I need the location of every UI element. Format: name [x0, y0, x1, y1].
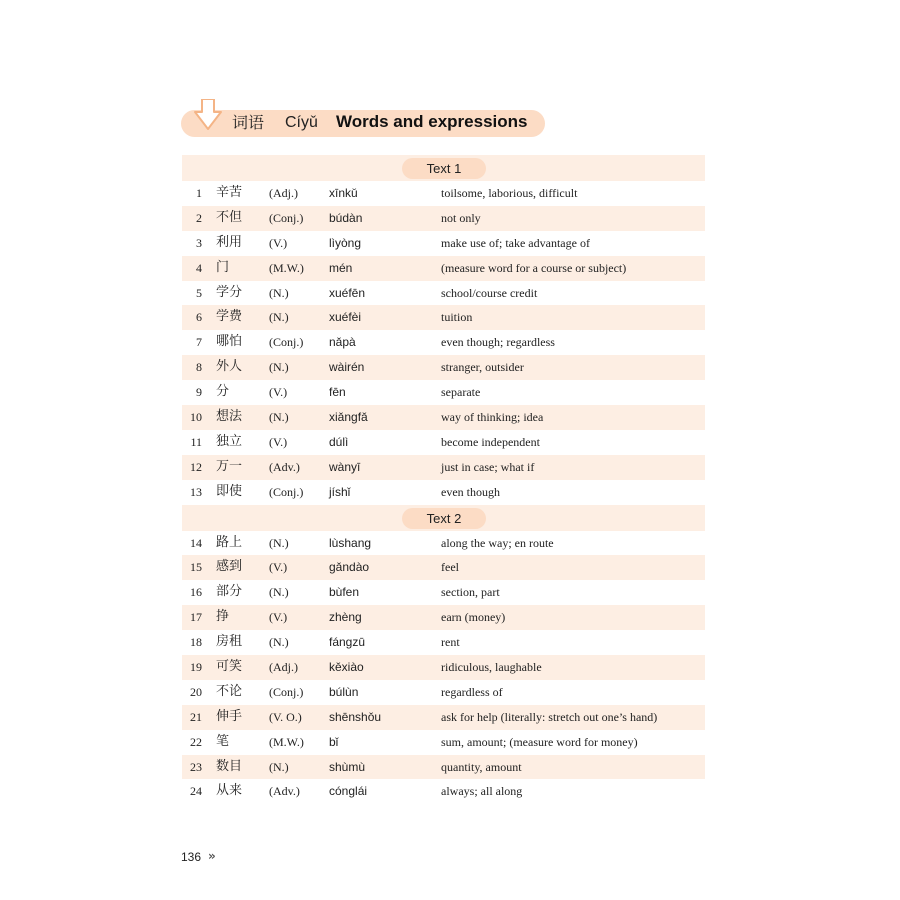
- entry-part-of-speech: (Conj.): [269, 210, 304, 225]
- vocab-row: [182, 531, 705, 556]
- double-chevron-right-icon: »: [208, 849, 213, 863]
- section-title: Text 2: [402, 508, 486, 529]
- entry-pinyin: fángzū: [329, 635, 366, 650]
- entry-pinyin: lìyòng: [329, 235, 362, 250]
- entry-part-of-speech: (Adj.): [269, 660, 298, 675]
- entry-english: quantity, amount: [441, 759, 522, 774]
- entry-hanzi: 不论: [216, 683, 243, 699]
- entry-part-of-speech: (Adv.): [269, 784, 300, 799]
- entry-hanzi: 独立: [216, 433, 243, 449]
- entry-number: 5: [196, 285, 202, 300]
- entry-number: 17: [190, 610, 202, 625]
- vocab-row: [182, 405, 705, 430]
- entry-english: along the way; en route: [441, 535, 554, 550]
- entry-number: 12: [190, 459, 202, 474]
- entry-number: 3: [196, 235, 202, 250]
- entry-pinyin: shēnshǒu: [329, 709, 382, 724]
- vocab-row: [182, 281, 705, 306]
- entry-part-of-speech: (Adv.): [269, 459, 300, 474]
- entry-hanzi: 不但: [216, 209, 243, 225]
- entry-number: 6: [196, 310, 202, 325]
- entry-part-of-speech: (V.): [269, 434, 288, 449]
- vocabulary-table: [182, 155, 705, 804]
- entry-english: (measure word for a course or subject): [441, 260, 627, 275]
- vocab-row: [182, 755, 705, 780]
- entry-number: 10: [190, 410, 202, 425]
- entry-hanzi: 感到: [216, 559, 243, 575]
- entry-pinyin: xiǎngfǎ: [329, 410, 368, 425]
- entry-part-of-speech: (M.W.): [269, 734, 304, 749]
- entry-english: tuition: [441, 310, 473, 325]
- vocab-row: [182, 330, 705, 355]
- section-header: [182, 505, 705, 531]
- entry-number: 14: [190, 535, 202, 550]
- vocab-row: [182, 355, 705, 380]
- vocab-row: [182, 305, 705, 330]
- entry-part-of-speech: (V.): [269, 385, 288, 400]
- entry-number: 13: [190, 484, 202, 499]
- entry-pinyin: kěxiào: [329, 660, 364, 675]
- entry-pinyin: shùmù: [329, 759, 366, 774]
- entry-english: always; all along: [441, 784, 523, 799]
- entry-english: toilsome, laborious, difficult: [441, 186, 578, 200]
- entry-part-of-speech: (N.): [269, 535, 289, 550]
- vocab-row: [182, 630, 705, 655]
- entry-english: make use of; take advantage of: [441, 235, 590, 250]
- entry-hanzi: 辛苦: [216, 185, 243, 200]
- entry-english: ridiculous, laughable: [441, 660, 542, 675]
- entry-pinyin: búdàn: [329, 210, 363, 225]
- vocab-row: [182, 580, 705, 605]
- down-arrow-icon: [193, 99, 223, 133]
- section-title: Text 1: [402, 158, 486, 179]
- entry-hanzi: 从来: [216, 783, 243, 799]
- entry-part-of-speech: (N.): [269, 759, 289, 774]
- vocab-row: [182, 455, 705, 480]
- vocab-row: [182, 605, 705, 630]
- entry-pinyin: wànyī: [329, 459, 361, 474]
- vocab-row: [182, 779, 705, 804]
- entry-number: 8: [196, 360, 202, 375]
- entry-pinyin: zhèng: [329, 610, 362, 625]
- entry-english: way of thinking; idea: [441, 410, 544, 425]
- entry-part-of-speech: (Conj.): [269, 484, 304, 499]
- entry-number: 19: [190, 660, 202, 675]
- entry-hanzi: 笔: [216, 733, 230, 749]
- entry-pinyin: wàirén: [329, 360, 365, 375]
- entry-part-of-speech: (N.): [269, 585, 289, 600]
- entry-number: 22: [190, 734, 202, 749]
- entry-english: just in case; what if: [441, 459, 535, 474]
- vocab-row: [182, 730, 705, 755]
- entry-english: section, part: [441, 585, 500, 600]
- entry-number: 21: [190, 709, 202, 724]
- entry-english: sum, amount; (measure word for money): [441, 734, 638, 749]
- entry-part-of-speech: (N.): [269, 285, 289, 300]
- vocab-row: [182, 655, 705, 680]
- entry-hanzi: 利用: [216, 234, 243, 250]
- entry-part-of-speech: (V. O.): [269, 709, 302, 724]
- vocab-row: [182, 705, 705, 730]
- entry-english: stranger, outsider: [441, 360, 524, 375]
- entry-part-of-speech: (M.W.): [269, 260, 304, 275]
- entry-pinyin: cónglái: [329, 784, 368, 799]
- vocab-row: [182, 555, 705, 580]
- vocab-row: [182, 680, 705, 705]
- entry-part-of-speech: (Conj.): [269, 684, 304, 699]
- entry-pinyin: jíshǐ: [329, 484, 351, 499]
- entry-number: 7: [196, 335, 202, 350]
- entry-pinyin: bùfen: [329, 585, 360, 600]
- vocab-row: [182, 430, 705, 455]
- vocab-row: [182, 256, 705, 281]
- entry-hanzi: 万一: [216, 458, 243, 474]
- section-header: [182, 155, 705, 181]
- entry-pinyin: gǎndào: [329, 560, 370, 575]
- entry-hanzi: 分: [216, 384, 230, 400]
- vocab-row: [182, 380, 705, 405]
- entry-part-of-speech: (V.): [269, 235, 288, 250]
- entry-part-of-speech: (N.): [269, 360, 289, 375]
- entry-hanzi: 可笑: [216, 659, 243, 675]
- entry-pinyin: fēn: [329, 385, 346, 400]
- entry-hanzi: 挣: [216, 609, 230, 625]
- entry-english: become independent: [441, 434, 540, 449]
- entry-english: not only: [441, 210, 481, 225]
- entry-english: earn (money): [441, 610, 506, 625]
- entry-number: 1: [196, 186, 202, 200]
- entry-part-of-speech: (V.): [269, 560, 288, 575]
- entry-part-of-speech: (N.): [269, 310, 289, 325]
- entry-part-of-speech: (V.): [269, 610, 288, 625]
- entry-part-of-speech: (Adj.): [269, 186, 298, 200]
- entry-pinyin: bǐ: [329, 734, 339, 749]
- entry-number: 11: [190, 434, 202, 449]
- entry-number: 23: [190, 759, 202, 774]
- entry-pinyin: xuéfēn: [329, 285, 366, 300]
- entry-part-of-speech: (Conj.): [269, 335, 304, 350]
- heading-chinese: 词语: [232, 113, 265, 132]
- entry-english: feel: [441, 560, 459, 575]
- entry-pinyin: dúlì: [329, 434, 349, 449]
- entry-english: school/course credit: [441, 285, 538, 300]
- entry-english: even though; regardless: [441, 335, 555, 350]
- entry-hanzi: 房租: [216, 634, 243, 650]
- entry-number: 24: [190, 784, 202, 799]
- entry-hanzi: 路上: [216, 534, 243, 550]
- entry-hanzi: 学费: [216, 309, 243, 325]
- entry-number: 18: [190, 635, 202, 650]
- entry-hanzi: 学分: [216, 284, 243, 300]
- entry-number: 20: [190, 684, 202, 699]
- entry-english: even though: [441, 484, 500, 499]
- entry-number: 4: [196, 260, 202, 275]
- entry-hanzi: 门: [216, 259, 230, 275]
- entry-part-of-speech: (N.): [269, 410, 289, 425]
- entry-pinyin: búlùn: [329, 684, 359, 699]
- vocab-row: [182, 206, 705, 231]
- entry-part-of-speech: (N.): [269, 635, 289, 650]
- entry-hanzi: 外人: [216, 359, 243, 375]
- entry-hanzi: 想法: [216, 409, 243, 425]
- entry-hanzi: 伸手: [216, 708, 243, 724]
- page-number: 136: [181, 850, 202, 864]
- entry-number: 9: [196, 385, 202, 400]
- entry-pinyin: mén: [329, 260, 353, 275]
- entry-hanzi: 数目: [216, 758, 243, 774]
- entry-number: 16: [190, 585, 202, 600]
- entry-english: regardless of: [441, 684, 503, 699]
- entry-hanzi: 部分: [216, 584, 243, 600]
- heading-pinyin: Cíyǔ: [285, 114, 318, 131]
- vocab-row: [182, 231, 705, 256]
- entry-hanzi: 即使: [216, 483, 243, 499]
- heading-english: Words and expressions: [336, 112, 528, 131]
- entry-pinyin: xuéfèi: [329, 310, 362, 325]
- entry-number: 15: [190, 560, 202, 575]
- entry-english: ask for help (literally: stretch out one’s hand): [441, 709, 658, 724]
- vocab-row: [182, 181, 705, 206]
- entry-number: 2: [196, 210, 202, 225]
- entry-hanzi: 哪怕: [216, 334, 243, 350]
- entry-pinyin: lùshang: [329, 535, 372, 550]
- entry-pinyin: nǎpà: [329, 335, 356, 350]
- entry-english: rent: [441, 635, 460, 650]
- entry-english: separate: [441, 385, 481, 400]
- entry-pinyin: xīnkǔ: [329, 186, 358, 200]
- vocab-row: [182, 480, 705, 505]
